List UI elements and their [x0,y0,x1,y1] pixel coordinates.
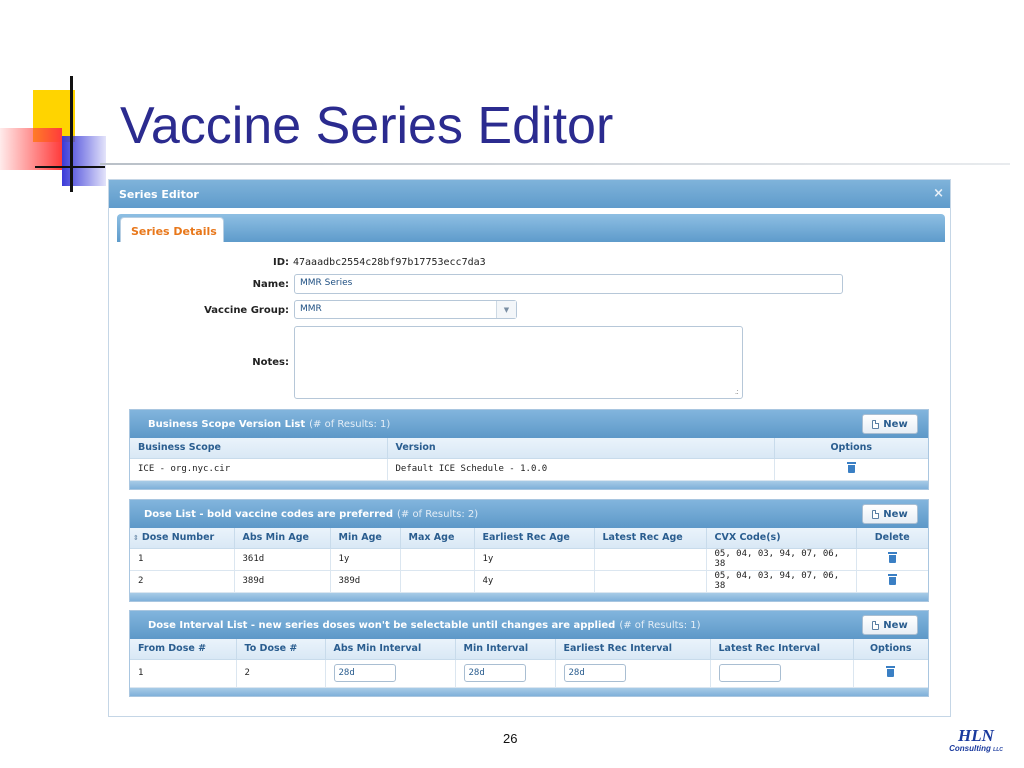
id-label: ID: [272,257,289,268]
cell-delete [856,548,928,570]
vaccine-group-label: Vaccine Group: [204,305,289,316]
result-count: (# of Results: 1) [309,418,391,430]
new-button-label: New [883,619,908,631]
panel-title: Business Scope Version List [148,418,306,430]
panel-title: Dose List - bold vaccine codes are preferred [144,508,393,520]
logo-mark: HLN [958,726,994,745]
latest-rec-interval-input[interactable] [719,664,781,682]
resize-grip-icon[interactable]: .: [734,387,738,396]
column-header[interactable]: Latest Rec Age [594,528,706,548]
dose-interval-panel [129,610,929,697]
cell-dose: 1 [130,548,234,570]
column-header[interactable]: Abs Min Interval [325,639,455,659]
new-dose-button[interactable] [862,504,918,524]
trash-icon[interactable] [889,577,896,585]
cell-abs-min-age: 361d [234,548,330,570]
document-icon [872,510,879,519]
column-header: Options [774,438,928,458]
document-icon [872,621,879,630]
decor-vertical-line [70,76,73,192]
cell-latest-rec-interval [710,659,853,687]
cell-cvx: 05, 04, 03, 94, 07, 06, 38 [706,570,856,592]
tab-series-details[interactable]: Series Details [120,217,224,242]
column-header: Options [853,639,928,659]
new-business-scope-button[interactable] [862,414,918,434]
column-header[interactable]: Latest Rec Interval [710,639,853,659]
cell-latest-rec-age [594,570,706,592]
name-input-value: MMR Series [300,278,353,288]
cell-cvx: 05, 04, 03, 94, 07, 06, 38 [706,548,856,570]
close-icon[interactable]: × [933,186,944,201]
notes-textarea[interactable] [294,326,743,399]
slide-title: Vaccine Series Editor [120,97,614,155]
result-count: (# of Results: 1) [619,619,701,631]
column-header[interactable]: Earliest Rec Interval [555,639,710,659]
panel-footer [130,593,928,601]
cell-earliest-rec-age: 4y [474,570,594,592]
column-header[interactable]: Abs Min Age [234,528,330,548]
notes-label: Notes: [252,357,289,368]
sort-icon[interactable]: ⇕ [133,534,139,543]
cell-abs-min-interval [325,659,455,687]
logo-sub-text: Consulting [949,744,991,753]
column-header[interactable]: Max Age [400,528,474,548]
table-row [130,659,928,687]
name-input[interactable] [294,274,843,294]
column-header[interactable]: Version [387,438,774,458]
panel-footer [130,481,928,489]
new-dose-interval-button[interactable] [862,615,918,635]
dialog-title: Series Editor [119,187,199,201]
title-rule [100,163,1010,165]
min-interval-input[interactable]: 28d [464,664,526,682]
column-header[interactable]: Min Age [330,528,400,548]
business-scope-panel [129,409,929,490]
dose-list-panel [129,499,929,602]
cell-dose: 2 [130,570,234,592]
panel-header [130,410,928,438]
document-icon [872,420,879,429]
new-button-label: New [883,508,908,520]
dose-interval-table [130,639,928,688]
decor-horizontal-line [35,166,105,168]
trash-icon[interactable] [887,669,894,677]
cell-options [853,659,928,687]
column-header[interactable]: Business Scope [130,438,387,458]
panel-header [130,611,928,639]
table-row [130,458,928,480]
cell-abs-min-age: 389d [234,570,330,592]
page-number: 26 [503,731,518,746]
column-header[interactable]: CVX Code(s) [706,528,856,548]
abs-min-interval-input[interactable]: 28d [334,664,396,682]
dose-list-table [130,528,928,593]
cell-earliest-rec-interval [555,659,710,687]
logo-suffix: LLC [993,747,1003,753]
series-editor-dialog [108,179,951,717]
cell-from-dose: 1 [130,659,236,687]
result-count: (# of Results: 2) [396,508,479,520]
panel-header [130,500,928,528]
cell-max-age [400,570,474,592]
cell-delete [856,570,928,592]
decor-red-bar [0,128,62,170]
cell-scope: ICE - org.nyc.cir [130,458,387,480]
cell-max-age [400,548,474,570]
column-header[interactable]: Min Interval [455,639,555,659]
panel-title: Dose Interval List - new series doses won't be selectable until changes are applied [148,619,616,631]
cell-min-age: 389d [330,570,400,592]
column-header[interactable]: Earliest Rec Age [474,528,594,548]
column-header[interactable]: From Dose # [130,639,236,659]
id-value: 47aaadbc2554c28bf97b17753ecc7da3 [293,257,486,268]
cell-earliest-rec-age: 1y [474,548,594,570]
vaccine-group-value: MMR [300,304,322,314]
table-row[interactable] [130,570,928,592]
column-header: Delete [856,528,928,548]
cell-latest-rec-age [594,548,706,570]
dialog-titlebar [109,180,950,208]
vaccine-group-select[interactable] [294,300,517,319]
trash-icon[interactable] [848,465,855,473]
cell-to-dose: 2 [236,659,325,687]
earliest-rec-interval-input[interactable]: 28d [564,664,626,682]
tab-bar [117,214,945,242]
business-scope-table [130,438,928,481]
trash-icon[interactable] [889,555,896,563]
decor-blue-square [62,136,106,186]
cell-min-age: 1y [330,548,400,570]
panel-footer [130,688,928,696]
cell-min-interval [455,659,555,687]
column-label: Dose Number [141,532,215,544]
table-row[interactable] [130,548,928,570]
column-header-dose-number[interactable] [130,528,234,548]
company-logo [946,728,1006,755]
name-label: Name: [252,279,289,290]
cell-version: Default ICE Schedule - 1.0.0 [387,458,774,480]
cell-options [774,458,928,480]
logo-sub [946,744,1006,755]
chevron-down-icon[interactable]: ▼ [496,301,516,318]
new-button-label: New [883,418,908,430]
column-header[interactable]: To Dose # [236,639,325,659]
